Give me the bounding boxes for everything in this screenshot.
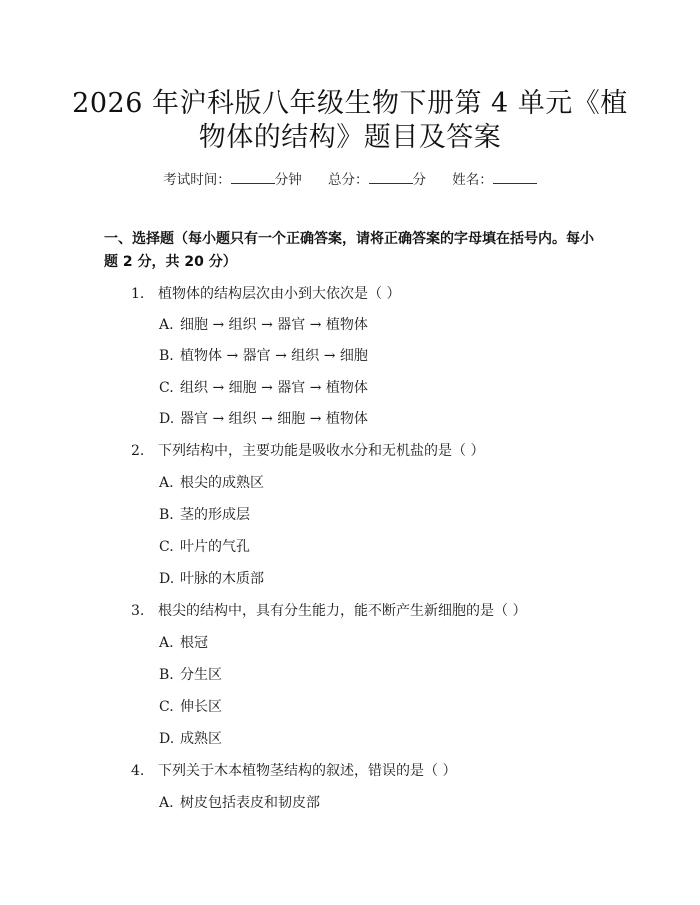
question-stem: 下列关于木本植物茎结构的叙述，错误的是（ ） [158, 763, 457, 779]
question-number: 2. [131, 443, 145, 459]
option-letter: C. [159, 699, 174, 715]
question-3 [131, 600, 526, 620]
question-1-option-c [159, 377, 368, 397]
exam-score-unit: 分 [412, 172, 426, 188]
question-1-option-a [159, 314, 368, 334]
exam-score-label: 总分： [328, 172, 369, 188]
option-text: 细胞 → 组织 → 器官 → 植物体 [180, 317, 368, 333]
title-line-2: 物体的结构》题目及答案 [198, 122, 502, 153]
exam-score [328, 172, 430, 188]
option-letter: C. [159, 539, 174, 555]
question-number: 1. [131, 286, 145, 302]
question-2-option-b [159, 504, 250, 524]
option-text: 根尖的成熟区 [180, 475, 264, 491]
option-text: 器官 → 组织 → 细胞 → 植物体 [180, 411, 368, 427]
option-letter: B. [159, 507, 174, 523]
option-letter: D. [159, 731, 175, 747]
option-letter: C. [159, 380, 174, 396]
question-3-option-b [159, 664, 222, 684]
option-text: 根冠 [180, 635, 208, 651]
option-text: 茎的形成层 [180, 507, 250, 523]
question-3-option-a [159, 632, 208, 652]
option-text: 伸长区 [180, 699, 222, 715]
option-text: 叶片的气孔 [180, 539, 250, 555]
exam-name [452, 172, 537, 188]
option-text: 组织 → 细胞 → 器官 → 植物体 [180, 380, 368, 396]
question-stem: 植物体的结构层次由小到大依次是（ ） [158, 286, 401, 302]
question-3-option-d [159, 728, 222, 748]
option-letter: B. [159, 667, 174, 683]
exam-time-blank [231, 171, 275, 184]
question-2 [131, 440, 484, 460]
option-letter: A. [159, 475, 174, 491]
question-4-option-a [159, 792, 320, 812]
question-4 [131, 760, 456, 780]
option-text: 植物体 → 器官 → 组织 → 细胞 [180, 348, 368, 364]
question-1 [131, 283, 400, 303]
option-letter: B. [159, 348, 174, 364]
option-text: 分生区 [180, 667, 222, 683]
exam-name-blank [493, 171, 537, 184]
exam-time-label: 考试时间： [163, 172, 231, 188]
title-line-1: 2026 年沪科版八年级生物下册第 4 单元《植 [72, 88, 628, 119]
question-2-option-a [159, 472, 264, 492]
question-3-option-c [159, 696, 222, 716]
option-text: 树皮包括表皮和韧皮部 [180, 795, 320, 811]
option-letter: D. [159, 411, 175, 427]
question-2-option-d [159, 568, 264, 588]
option-text: 成熟区 [180, 731, 222, 747]
question-2-option-c [159, 536, 250, 556]
section-heading: 一、选择题（每小题只有一个正确答案，请将正确答案的字母填在括号内。每小题 2 分，共 20 分） [104, 231, 594, 270]
exam-time-unit: 分钟 [274, 172, 302, 188]
exam-score-blank [369, 171, 413, 184]
exam-meta [0, 168, 700, 188]
question-1-option-b [159, 345, 368, 365]
option-letter: A. [159, 317, 174, 333]
option-text: 叶脉的木质部 [180, 571, 264, 587]
question-number: 3. [131, 603, 145, 619]
question-stem: 下列结构中，主要功能是吸收水分和无机盐的是（ ） [158, 443, 485, 459]
exam-name-label: 姓名： [452, 172, 493, 188]
question-stem: 根尖的结构中，具有分生能力，能不断产生新细胞的是（ ） [158, 603, 527, 619]
question-number: 4. [131, 763, 145, 779]
option-letter: D. [159, 571, 175, 587]
option-letter: A. [159, 795, 174, 811]
exam-time [163, 172, 306, 188]
option-letter: A. [159, 635, 174, 651]
question-1-option-d [159, 408, 368, 428]
